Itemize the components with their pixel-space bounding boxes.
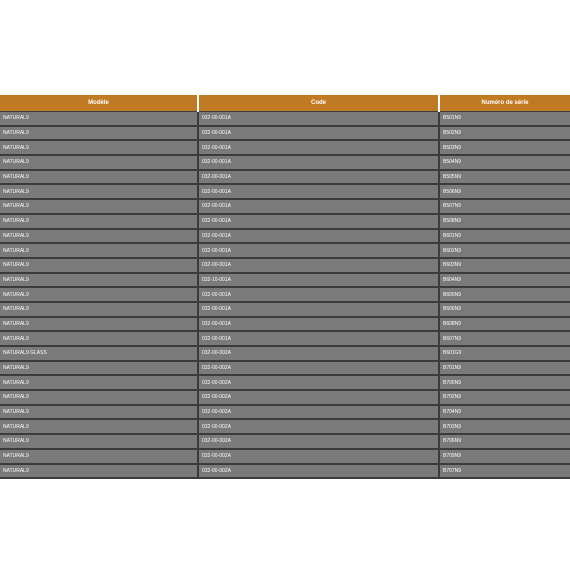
cell-serial-number: B706N9 (439, 434, 570, 449)
table-row (0, 184, 570, 199)
cell-serial-number: B604N9 (439, 273, 570, 288)
cell-serial-number: B607N9 (439, 331, 570, 346)
cell-model: NATURAL9 (0, 317, 198, 332)
table-row (0, 126, 570, 141)
cell-code: 032-00-002A (198, 390, 439, 405)
table-row (0, 199, 570, 214)
cell-code: 032-00-001A (198, 287, 439, 302)
cell-serial-number: B603N9 (439, 258, 570, 273)
cell-serial-number: B703N9 (439, 419, 570, 434)
cell-code: 032-00-002A (198, 419, 439, 434)
column-header-serial-number: Numéro de série (439, 95, 570, 112)
cell-code: 032-00-002A (198, 449, 439, 464)
table-row (0, 361, 570, 376)
cell-code: 032-00-001A (198, 112, 439, 126)
table-body (0, 112, 570, 479)
cell-serial-number: B601G9 (439, 346, 570, 361)
cell-model: NATURAL9 (0, 361, 198, 376)
cell-code: 032-00-001A (198, 229, 439, 244)
cell-model: NATURAL9 (0, 390, 198, 405)
cell-model: NATURAL9 (0, 112, 198, 126)
cell-serial-number: B608N9 (439, 317, 570, 332)
cell-code: 032-00-002A (198, 405, 439, 420)
table-row (0, 449, 570, 464)
table-row (0, 346, 570, 361)
column-header-code: Code (198, 95, 439, 112)
table-row (0, 273, 570, 288)
table-row (0, 258, 570, 273)
table-row (0, 287, 570, 302)
table-row (0, 331, 570, 346)
cell-code: 032-00-002A (198, 346, 439, 361)
cell-serial-number: B601N9 (439, 229, 570, 244)
column-header-model: Modèle (0, 95, 198, 112)
cell-model: NATURAL9 (0, 170, 198, 185)
cell-serial-number: B605N9 (439, 287, 570, 302)
cell-model: NATURAL9 (0, 273, 198, 288)
cell-code: 032-00-002A (198, 375, 439, 390)
table-row (0, 243, 570, 258)
cell-code: 032-00-001A (198, 170, 439, 185)
table-row (0, 302, 570, 317)
cell-serial-number: B508N9 (439, 214, 570, 229)
cell-serial-number: B602N9 (439, 243, 570, 258)
table-row (0, 229, 570, 244)
cell-model: NATURAL9 (0, 229, 198, 244)
cell-serial-number: B503N9 (439, 140, 570, 155)
header-row (0, 95, 570, 112)
cell-model: NATURAL9 (0, 184, 198, 199)
cell-model: NATURAL9 (0, 405, 198, 420)
cell-model: NATURAL9 (0, 449, 198, 464)
cell-serial-number: B505N9 (439, 170, 570, 185)
table-row (0, 112, 570, 126)
table-row (0, 170, 570, 185)
table-row (0, 464, 570, 479)
cell-serial-number: B501N9 (439, 112, 570, 126)
cell-serial-number: B507N9 (439, 199, 570, 214)
cell-serial-number: B709N9 (439, 449, 570, 464)
cell-serial-number: B502N9 (439, 126, 570, 141)
cell-code: 032-00-001A (198, 126, 439, 141)
table-row (0, 140, 570, 155)
table-row (0, 317, 570, 332)
cell-code: 032-00-001A (198, 331, 439, 346)
cell-serial-number: B702N9 (439, 390, 570, 405)
serial-numbers-table (0, 94, 570, 479)
cell-model: NATURAL9 (0, 464, 198, 479)
cell-model: NATURAL9 (0, 419, 198, 434)
cell-model: NATURAL9 (0, 331, 198, 346)
cell-model: NATURAL9 (0, 214, 198, 229)
cell-serial-number: B504N9 (439, 155, 570, 170)
table-row (0, 214, 570, 229)
cell-model: NATURAL9 (0, 155, 198, 170)
cell-model: NATURAL9 (0, 243, 198, 258)
table-row (0, 405, 570, 420)
table-header (0, 95, 570, 112)
table-row (0, 434, 570, 449)
cell-code: 032-00-001A (198, 155, 439, 170)
cell-model: NATURAL9 (0, 126, 198, 141)
cell-serial-number: B707N9 (439, 464, 570, 479)
cell-code: 032-00-001A (198, 317, 439, 332)
table-row (0, 419, 570, 434)
cell-code: 032-00-001A (198, 184, 439, 199)
cell-code: 032-00-001A (198, 258, 439, 273)
cell-model: NATURAL9 (0, 434, 198, 449)
cell-code: 032-00-002A (198, 361, 439, 376)
table-row (0, 375, 570, 390)
cell-model: NATURAL9 (0, 199, 198, 214)
cell-model: NATURAL9 (0, 287, 198, 302)
cell-model: NATURAL9 (0, 302, 198, 317)
table-row (0, 155, 570, 170)
cell-serial-number: B705N9 (439, 375, 570, 390)
cell-code: 032-00-001A (198, 214, 439, 229)
cell-serial-number: B506N9 (439, 184, 570, 199)
cell-serial-number: B606N9 (439, 302, 570, 317)
cell-model: NATURAL9 (0, 140, 198, 155)
cell-model: NATURAL9 (0, 258, 198, 273)
cell-code: 032-00-001A (198, 302, 439, 317)
cell-code: 032-00-001A (198, 243, 439, 258)
cell-code: 032-00-002A (198, 434, 439, 449)
cell-code: 032-00-001A (198, 140, 439, 155)
cell-model: NATURAL9 (0, 375, 198, 390)
cell-serial-number: B701N9 (439, 361, 570, 376)
cell-serial-number: B704N9 (439, 405, 570, 420)
cell-code: 032-00-002A (198, 464, 439, 479)
cell-model: NATURAL9 GLASS (0, 346, 198, 361)
cell-code: 032-00-001A (198, 199, 439, 214)
table-row (0, 390, 570, 405)
cell-code: 032-10-001A (198, 273, 439, 288)
